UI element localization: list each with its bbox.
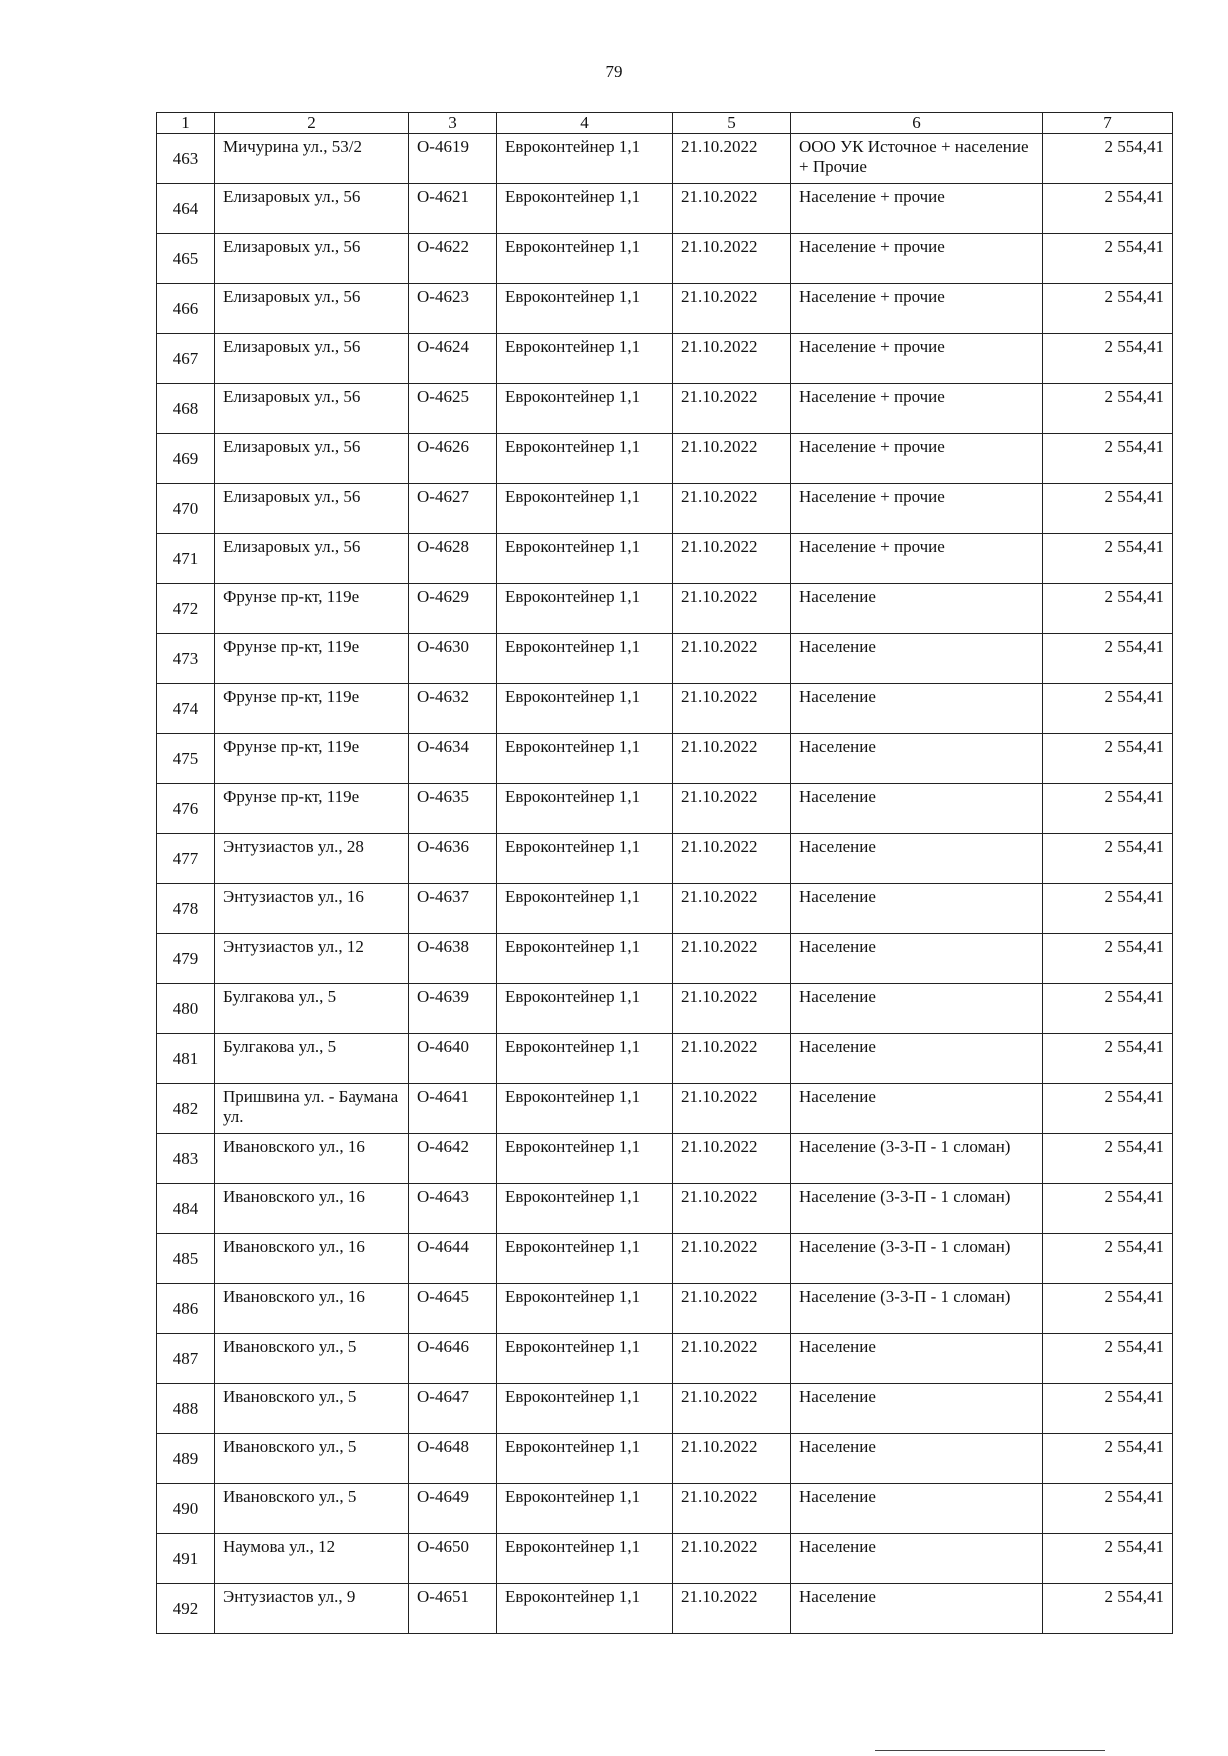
container-cell: Евроконтейнер 1,1	[497, 334, 673, 384]
code-cell: О-4643	[409, 1184, 497, 1234]
amount-cell: 2 554,41	[1043, 784, 1173, 834]
amount-cell: 2 554,41	[1043, 334, 1173, 384]
owner-cell: Население + прочие	[791, 284, 1043, 334]
code-cell: О-4625	[409, 384, 497, 434]
date-cell: 21.10.2022	[673, 1184, 791, 1234]
address-cell: Наумова ул., 12	[215, 1534, 409, 1584]
table-row	[157, 984, 1173, 1034]
owner-cell: Население	[791, 1084, 1043, 1134]
date-cell: 21.10.2022	[673, 284, 791, 334]
date-cell: 21.10.2022	[673, 534, 791, 584]
container-cell: Евроконтейнер 1,1	[497, 484, 673, 534]
date-cell: 21.10.2022	[673, 634, 791, 684]
owner-cell: Население + прочие	[791, 184, 1043, 234]
address-cell: Ивановского ул., 16	[215, 1234, 409, 1284]
address-cell: Елизаровых ул., 56	[215, 234, 409, 284]
address-cell: Энтузиастов ул., 16	[215, 884, 409, 934]
date-cell: 21.10.2022	[673, 484, 791, 534]
table-row	[157, 1534, 1173, 1584]
row-number-cell: 467	[157, 334, 215, 384]
date-cell: 21.10.2022	[673, 234, 791, 284]
header-cell: 2	[215, 113, 409, 134]
owner-cell: Население	[791, 584, 1043, 634]
table-row	[157, 334, 1173, 384]
code-cell: О-4645	[409, 1284, 497, 1334]
address-cell: Елизаровых ул., 56	[215, 384, 409, 434]
code-cell: О-4627	[409, 484, 497, 534]
row-number-cell: 485	[157, 1234, 215, 1284]
amount-cell: 2 554,41	[1043, 934, 1173, 984]
row-number-cell: 482	[157, 1084, 215, 1134]
table-row	[157, 1184, 1173, 1234]
address-cell: Фрунзе пр-кт, 119е	[215, 584, 409, 634]
amount-cell: 2 554,41	[1043, 284, 1173, 334]
table-row	[157, 234, 1173, 284]
table-row	[157, 1084, 1173, 1134]
amount-cell: 2 554,41	[1043, 834, 1173, 884]
owner-cell: Население	[791, 1534, 1043, 1584]
table-row	[157, 434, 1173, 484]
table-row	[157, 284, 1173, 334]
date-cell: 21.10.2022	[673, 1284, 791, 1334]
row-number-cell: 479	[157, 934, 215, 984]
amount-cell: 2 554,41	[1043, 1584, 1173, 1634]
code-cell: О-4624	[409, 334, 497, 384]
date-cell: 21.10.2022	[673, 784, 791, 834]
amount-cell: 2 554,41	[1043, 234, 1173, 284]
address-cell: Фрунзе пр-кт, 119е	[215, 634, 409, 684]
container-cell: Евроконтейнер 1,1	[497, 1434, 673, 1484]
code-cell: О-4638	[409, 934, 497, 984]
container-cell: Евроконтейнер 1,1	[497, 734, 673, 784]
row-number-cell: 475	[157, 734, 215, 784]
address-cell: Булгакова ул., 5	[215, 984, 409, 1034]
row-number-cell: 472	[157, 584, 215, 634]
amount-cell: 2 554,41	[1043, 1434, 1173, 1484]
owner-cell: Население	[791, 1434, 1043, 1484]
code-cell: О-4651	[409, 1584, 497, 1634]
owner-cell: Население	[791, 684, 1043, 734]
owner-cell: Население (3-3-П - 1 сломан)	[791, 1234, 1043, 1284]
container-cell: Евроконтейнер 1,1	[497, 534, 673, 584]
address-cell: Ивановского ул., 16	[215, 1134, 409, 1184]
table-row	[157, 1584, 1173, 1634]
code-cell: О-4644	[409, 1234, 497, 1284]
row-number-cell: 488	[157, 1384, 215, 1434]
header-cell: 7	[1043, 113, 1173, 134]
amount-cell: 2 554,41	[1043, 1184, 1173, 1234]
amount-cell: 2 554,41	[1043, 584, 1173, 634]
container-cell: Евроконтейнер 1,1	[497, 684, 673, 734]
table-row	[157, 1034, 1173, 1084]
table-row	[157, 1484, 1173, 1534]
register-table	[156, 112, 1173, 1634]
amount-cell: 2 554,41	[1043, 534, 1173, 584]
row-number-cell: 478	[157, 884, 215, 934]
table-row	[157, 684, 1173, 734]
code-cell: О-4626	[409, 434, 497, 484]
owner-cell: Население	[791, 884, 1043, 934]
row-number-cell: 463	[157, 134, 215, 184]
table-row	[157, 934, 1173, 984]
amount-cell: 2 554,41	[1043, 1284, 1173, 1334]
row-number-cell: 486	[157, 1284, 215, 1334]
date-cell: 21.10.2022	[673, 1084, 791, 1134]
owner-cell: Население (3-3-П - 1 сломан)	[791, 1134, 1043, 1184]
date-cell: 21.10.2022	[673, 434, 791, 484]
code-cell: О-4628	[409, 534, 497, 584]
table-row	[157, 634, 1173, 684]
code-cell: О-4647	[409, 1384, 497, 1434]
code-cell: О-4646	[409, 1334, 497, 1384]
amount-cell: 2 554,41	[1043, 984, 1173, 1034]
header-cell: 3	[409, 113, 497, 134]
owner-cell: Население	[791, 784, 1043, 834]
table-row	[157, 584, 1173, 634]
header-row	[157, 113, 1173, 134]
container-cell: Евроконтейнер 1,1	[497, 934, 673, 984]
amount-cell: 2 554,41	[1043, 1484, 1173, 1534]
address-cell: Энтузиастов ул., 12	[215, 934, 409, 984]
row-number-cell: 491	[157, 1534, 215, 1584]
date-cell: 21.10.2022	[673, 1334, 791, 1384]
table-row	[157, 1334, 1173, 1384]
date-cell: 21.10.2022	[673, 1134, 791, 1184]
container-cell: Евроконтейнер 1,1	[497, 1034, 673, 1084]
owner-cell: Население	[791, 1484, 1043, 1534]
address-cell: Елизаровых ул., 56	[215, 484, 409, 534]
date-cell: 21.10.2022	[673, 584, 791, 634]
row-number-cell: 469	[157, 434, 215, 484]
container-cell: Евроконтейнер 1,1	[497, 1334, 673, 1384]
table-row	[157, 1234, 1173, 1284]
amount-cell: 2 554,41	[1043, 1534, 1173, 1584]
amount-cell: 2 554,41	[1043, 184, 1173, 234]
row-number-cell: 470	[157, 484, 215, 534]
owner-cell: Население	[791, 834, 1043, 884]
amount-cell: 2 554,41	[1043, 1384, 1173, 1434]
date-cell: 21.10.2022	[673, 184, 791, 234]
code-cell: О-4639	[409, 984, 497, 1034]
table-row	[157, 834, 1173, 884]
container-cell: Евроконтейнер 1,1	[497, 884, 673, 934]
address-cell: Пришвина ул. - Баумана ул.	[215, 1084, 409, 1134]
row-number-cell: 481	[157, 1034, 215, 1084]
code-cell: О-4623	[409, 284, 497, 334]
header-cell: 4	[497, 113, 673, 134]
row-number-cell: 471	[157, 534, 215, 584]
table-row	[157, 734, 1173, 784]
amount-cell: 2 554,41	[1043, 1334, 1173, 1384]
row-number-cell: 487	[157, 1334, 215, 1384]
date-cell: 21.10.2022	[673, 984, 791, 1034]
code-cell: О-4636	[409, 834, 497, 884]
row-number-cell: 489	[157, 1434, 215, 1484]
table-row	[157, 1384, 1173, 1434]
address-cell: Ивановского ул., 5	[215, 1384, 409, 1434]
address-cell: Елизаровых ул., 56	[215, 434, 409, 484]
owner-cell: Население	[791, 734, 1043, 784]
date-cell: 21.10.2022	[673, 134, 791, 184]
code-cell: О-4629	[409, 584, 497, 634]
amount-cell: 2 554,41	[1043, 1084, 1173, 1134]
owner-cell: Население + прочие	[791, 484, 1043, 534]
row-number-cell: 492	[157, 1584, 215, 1634]
container-cell: Евроконтейнер 1,1	[497, 1234, 673, 1284]
amount-cell: 2 554,41	[1043, 384, 1173, 434]
date-cell: 21.10.2022	[673, 1484, 791, 1534]
container-cell: Евроконтейнер 1,1	[497, 634, 673, 684]
date-cell: 21.10.2022	[673, 384, 791, 434]
amount-cell: 2 554,41	[1043, 434, 1173, 484]
container-cell: Евроконтейнер 1,1	[497, 784, 673, 834]
code-cell: О-4632	[409, 684, 497, 734]
container-cell: Евроконтейнер 1,1	[497, 1534, 673, 1584]
owner-cell: ООО УК Источное + население + Прочие	[791, 134, 1043, 184]
amount-cell: 2 554,41	[1043, 1134, 1173, 1184]
row-number-cell: 473	[157, 634, 215, 684]
container-cell: Евроконтейнер 1,1	[497, 1484, 673, 1534]
address-cell: Булгакова ул., 5	[215, 1034, 409, 1084]
owner-cell: Население	[791, 634, 1043, 684]
row-number-cell: 466	[157, 284, 215, 334]
table-row	[157, 784, 1173, 834]
owner-cell: Население + прочие	[791, 384, 1043, 434]
table-row	[157, 384, 1173, 434]
date-cell: 21.10.2022	[673, 334, 791, 384]
amount-cell: 2 554,41	[1043, 734, 1173, 784]
date-cell: 21.10.2022	[673, 684, 791, 734]
address-cell: Елизаровых ул., 56	[215, 334, 409, 384]
address-cell: Ивановского ул., 16	[215, 1184, 409, 1234]
container-cell: Евроконтейнер 1,1	[497, 1084, 673, 1134]
container-cell: Евроконтейнер 1,1	[497, 1134, 673, 1184]
date-cell: 21.10.2022	[673, 1384, 791, 1434]
address-cell: Ивановского ул., 16	[215, 1284, 409, 1334]
row-number-cell: 477	[157, 834, 215, 884]
date-cell: 21.10.2022	[673, 934, 791, 984]
container-cell: Евроконтейнер 1,1	[497, 1184, 673, 1234]
owner-cell: Население	[791, 984, 1043, 1034]
row-number-cell: 468	[157, 384, 215, 434]
container-cell: Евроконтейнер 1,1	[497, 984, 673, 1034]
owner-cell: Население	[791, 1034, 1043, 1084]
container-cell: Евроконтейнер 1,1	[497, 134, 673, 184]
owner-cell: Население + прочие	[791, 234, 1043, 284]
address-cell: Ивановского ул., 5	[215, 1484, 409, 1534]
amount-cell: 2 554,41	[1043, 1034, 1173, 1084]
table-row	[157, 134, 1173, 184]
code-cell: О-4648	[409, 1434, 497, 1484]
amount-cell: 2 554,41	[1043, 634, 1173, 684]
table-row	[157, 184, 1173, 234]
code-cell: О-4630	[409, 634, 497, 684]
table-row	[157, 884, 1173, 934]
row-number-cell: 476	[157, 784, 215, 834]
header-cell: 6	[791, 113, 1043, 134]
amount-cell: 2 554,41	[1043, 884, 1173, 934]
container-cell: Евроконтейнер 1,1	[497, 234, 673, 284]
date-cell: 21.10.2022	[673, 1034, 791, 1084]
code-cell: О-4640	[409, 1034, 497, 1084]
footer-rule	[875, 1750, 1105, 1751]
code-cell: О-4641	[409, 1084, 497, 1134]
row-number-cell: 474	[157, 684, 215, 734]
header-cell: 1	[157, 113, 215, 134]
table-row	[157, 1284, 1173, 1334]
owner-cell: Население (3-3-П - 1 сломан)	[791, 1184, 1043, 1234]
amount-cell: 2 554,41	[1043, 684, 1173, 734]
address-cell: Елизаровых ул., 56	[215, 284, 409, 334]
row-number-cell: 465	[157, 234, 215, 284]
code-cell: О-4634	[409, 734, 497, 784]
table-row	[157, 1134, 1173, 1184]
container-cell: Евроконтейнер 1,1	[497, 584, 673, 634]
owner-cell: Население + прочие	[791, 434, 1043, 484]
row-number-cell: 464	[157, 184, 215, 234]
row-number-cell: 480	[157, 984, 215, 1034]
address-cell: Елизаровых ул., 56	[215, 534, 409, 584]
owner-cell: Население	[791, 934, 1043, 984]
address-cell: Фрунзе пр-кт, 119е	[215, 734, 409, 784]
date-cell: 21.10.2022	[673, 734, 791, 784]
container-cell: Евроконтейнер 1,1	[497, 434, 673, 484]
date-cell: 21.10.2022	[673, 1534, 791, 1584]
page-number: 79	[605, 62, 623, 81]
owner-cell: Население	[791, 1584, 1043, 1634]
container-cell: Евроконтейнер 1,1	[497, 384, 673, 434]
container-cell: Евроконтейнер 1,1	[497, 184, 673, 234]
code-cell: О-4635	[409, 784, 497, 834]
address-cell: Ивановского ул., 5	[215, 1434, 409, 1484]
row-number-cell: 483	[157, 1134, 215, 1184]
code-cell: О-4642	[409, 1134, 497, 1184]
container-cell: Евроконтейнер 1,1	[497, 834, 673, 884]
container-cell: Евроконтейнер 1,1	[497, 284, 673, 334]
owner-cell: Население (3-3-П - 1 сломан)	[791, 1284, 1043, 1334]
owner-cell: Население	[791, 1384, 1043, 1434]
code-cell: О-4621	[409, 184, 497, 234]
amount-cell: 2 554,41	[1043, 134, 1173, 184]
code-cell: О-4637	[409, 884, 497, 934]
amount-cell: 2 554,41	[1043, 1234, 1173, 1284]
code-cell: О-4650	[409, 1534, 497, 1584]
container-cell: Евроконтейнер 1,1	[497, 1284, 673, 1334]
date-cell: 21.10.2022	[673, 1234, 791, 1284]
address-cell: Энтузиастов ул., 9	[215, 1584, 409, 1634]
date-cell: 21.10.2022	[673, 1434, 791, 1484]
container-cell: Евроконтейнер 1,1	[497, 1384, 673, 1434]
address-cell: Ивановского ул., 5	[215, 1334, 409, 1384]
table-body	[157, 113, 1173, 1634]
address-cell: Фрунзе пр-кт, 119е	[215, 684, 409, 734]
row-number-cell: 490	[157, 1484, 215, 1534]
code-cell: О-4619	[409, 134, 497, 184]
header-cell: 5	[673, 113, 791, 134]
row-number-cell: 484	[157, 1184, 215, 1234]
container-cell: Евроконтейнер 1,1	[497, 1584, 673, 1634]
address-cell: Елизаровых ул., 56	[215, 184, 409, 234]
date-cell: 21.10.2022	[673, 884, 791, 934]
address-cell: Энтузиастов ул., 28	[215, 834, 409, 884]
owner-cell: Население + прочие	[791, 534, 1043, 584]
owner-cell: Население + прочие	[791, 334, 1043, 384]
date-cell: 21.10.2022	[673, 834, 791, 884]
code-cell: О-4622	[409, 234, 497, 284]
table-row	[157, 484, 1173, 534]
code-cell: О-4649	[409, 1484, 497, 1534]
amount-cell: 2 554,41	[1043, 484, 1173, 534]
address-cell: Фрунзе пр-кт, 119е	[215, 784, 409, 834]
table-row	[157, 1434, 1173, 1484]
address-cell: Мичурина ул., 53/2	[215, 134, 409, 184]
date-cell: 21.10.2022	[673, 1584, 791, 1634]
owner-cell: Население	[791, 1334, 1043, 1384]
table-row	[157, 534, 1173, 584]
